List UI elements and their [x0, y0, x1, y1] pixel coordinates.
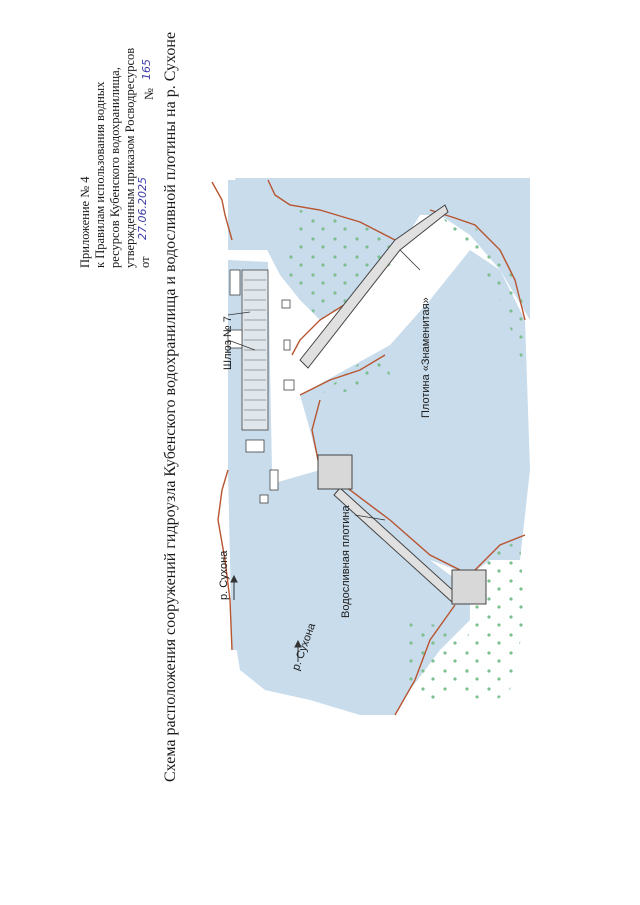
- spillway-dam-label: Водосливная плотина: [340, 505, 352, 618]
- river-label-lower: р. Сухона: [290, 621, 319, 673]
- lock-label: Шлюз № 7: [222, 316, 234, 370]
- appendix-line-4: утвержденным приказом Росводресурсов: [123, 47, 137, 268]
- appendix-number: Приложение № 4: [78, 176, 92, 268]
- appendix-line-2: к Правилам использования водных: [93, 81, 107, 268]
- dam-znamenitaya-label: Плотина «Знаменитая»: [420, 297, 432, 418]
- river-label-upper: р. Сухона: [218, 550, 230, 600]
- date-handwritten: 27.06.2025: [136, 177, 149, 240]
- number-handwritten: 165: [140, 59, 153, 80]
- page-title: Схема расположения сооружений гидроузла Кубенского водохранилища и водосливной плотины на р. Сухоне: [162, 31, 179, 782]
- date-prefix: от: [138, 256, 152, 268]
- appendix-line-3: ресурсов Кубенского водохранилища,: [108, 67, 122, 268]
- number-prefix: №: [142, 88, 156, 100]
